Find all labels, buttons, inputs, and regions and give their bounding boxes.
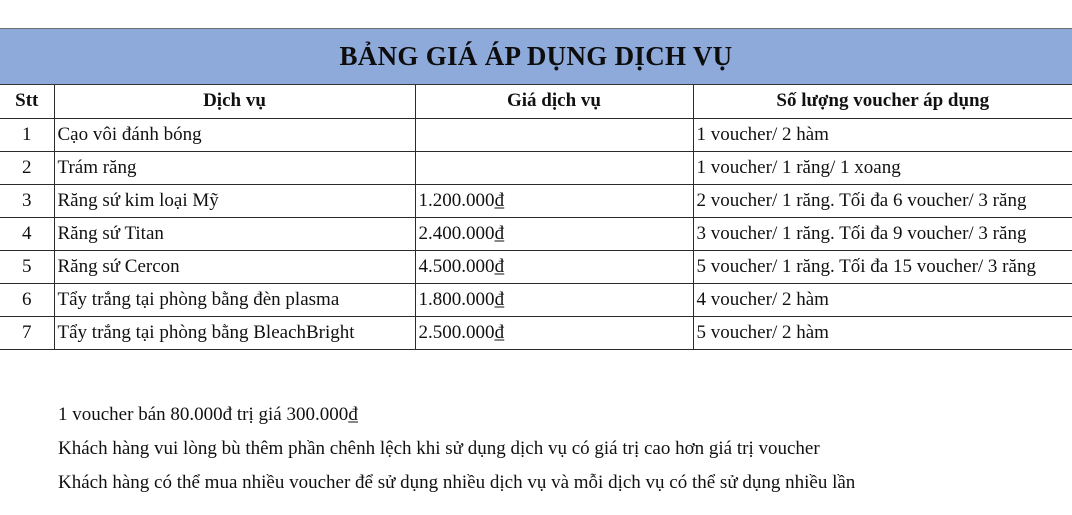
- row-service: Trám răng: [54, 151, 415, 184]
- table-row: [0, 250, 1072, 283]
- table-row: [0, 184, 1072, 217]
- table-row: [0, 151, 1072, 184]
- row-voucher: 2 voucher/ 1 răng. Tối đa 6 voucher/ 3 răng: [693, 184, 1072, 217]
- row-price: 1.800.000₫: [415, 283, 693, 316]
- notes-section: [58, 398, 855, 500]
- row-voucher: 3 voucher/ 1 răng. Tối đa 9 voucher/ 3 răng: [693, 217, 1072, 250]
- column-header-voucher: Số lượng voucher áp dụng: [693, 85, 1072, 118]
- row-voucher: 4 voucher/ 2 hàm: [693, 283, 1072, 316]
- row-stt: 7: [0, 316, 54, 349]
- column-header-stt: Stt: [0, 85, 54, 118]
- row-service: Răng sứ kim loại Mỹ: [54, 184, 415, 217]
- row-service: Cạo vôi đánh bóng: [54, 118, 415, 151]
- note-multiple-vouchers: Khách hàng có thể mua nhiều voucher để sử dụng nhiều dịch vụ và mỗi dịch vụ có thể sử dụng nhiều lần: [58, 472, 856, 493]
- table-row: [0, 316, 1072, 349]
- row-stt: 2: [0, 151, 54, 184]
- table-row: [0, 283, 1072, 316]
- row-voucher: 1 voucher/ 1 răng/ 1 xoang: [693, 151, 1072, 184]
- row-stt: 6: [0, 283, 54, 316]
- row-stt: 3: [0, 184, 54, 217]
- row-stt: 5: [0, 250, 54, 283]
- column-header-price: Giá dịch vụ: [415, 85, 693, 118]
- row-voucher: 5 voucher/ 2 hàm: [693, 316, 1072, 349]
- title-banner: [0, 28, 1072, 85]
- row-service: Răng sứ Cercon: [54, 250, 415, 283]
- row-price: 2.500.000₫: [415, 316, 693, 349]
- row-price: 4.500.000₫: [415, 250, 693, 283]
- price-table: [0, 85, 1072, 350]
- row-stt: 1: [0, 118, 54, 151]
- row-stt: 4: [0, 217, 54, 250]
- row-price: 2.400.000₫: [415, 217, 693, 250]
- row-service: Tẩy trắng tại phòng bằng BleachBright: [54, 316, 415, 349]
- row-price: [415, 151, 693, 184]
- table-header-row: [0, 85, 1072, 118]
- row-price: [415, 118, 693, 151]
- row-service: Tẩy trắng tại phòng bằng đèn plasma: [54, 283, 415, 316]
- table-row: [0, 118, 1072, 151]
- note-price-difference: Khách hàng vui lòng bù thêm phần chênh lệch khi sử dụng dịch vụ có giá trị cao hơn giá trị voucher: [58, 438, 820, 459]
- table-row: [0, 217, 1072, 250]
- note-voucher-price: 1 voucher bán 80.000đ trị giá 300.000₫: [58, 404, 358, 425]
- column-header-service: Dịch vụ: [54, 85, 415, 118]
- page-title: BẢNG GIÁ ÁP DỤNG DỊCH VỤ: [339, 41, 733, 71]
- row-price: 1.200.000₫: [415, 184, 693, 217]
- row-voucher: 1 voucher/ 2 hàm: [693, 118, 1072, 151]
- row-service: Răng sứ Titan: [54, 217, 415, 250]
- row-voucher: 5 voucher/ 1 răng. Tối đa 15 voucher/ 3 răng: [693, 250, 1072, 283]
